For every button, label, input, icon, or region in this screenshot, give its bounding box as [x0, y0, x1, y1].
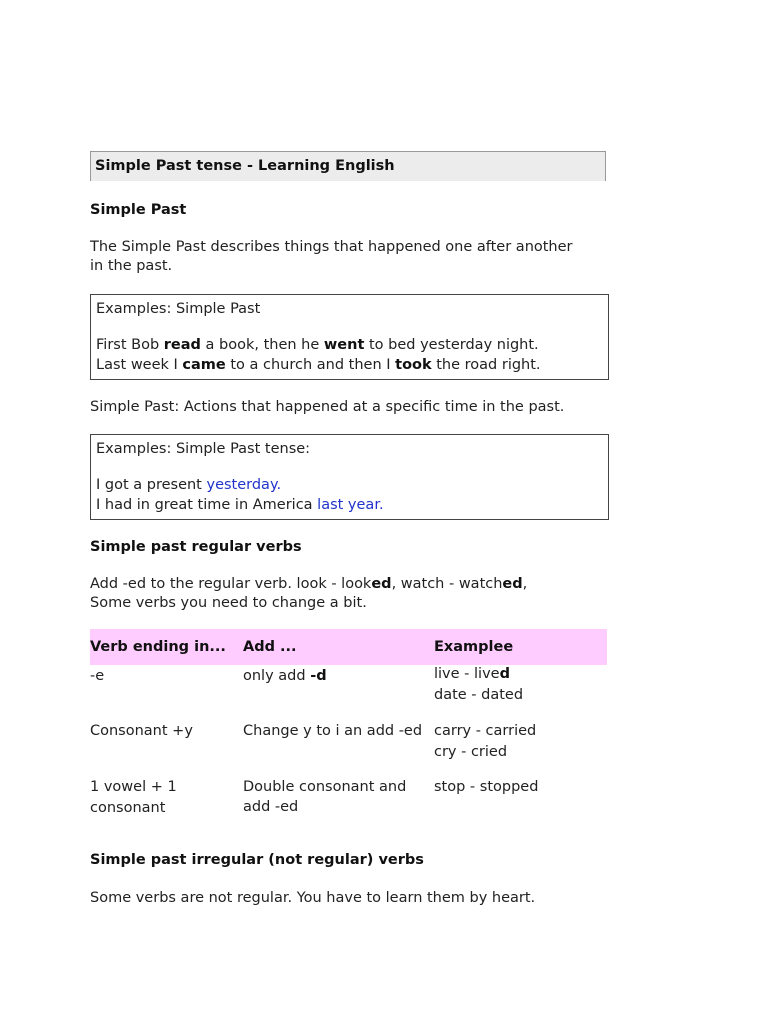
verb-table-header [90, 629, 607, 665]
regular-verbs-text [90, 575, 527, 613]
table-cell-example: live - lived date - dated [434, 666, 524, 703]
example-sentence-3: I got a present yesterday. [96, 477, 282, 493]
regular-verbs-heading: Simple past regular verbs [90, 539, 302, 555]
column-header-add: Add ... [243, 639, 297, 655]
examples-box-simple-past-tense [90, 434, 609, 520]
table-cell-add: Change y to i an add -ed [243, 723, 423, 739]
table-cell-ending: -e [90, 668, 105, 684]
regular-verbs-line-2: Some verbs you need to change a bit. [90, 595, 367, 611]
document-title: Simple Past tense - Learning English [95, 158, 395, 174]
simple-past-heading: Simple Past [90, 202, 187, 218]
table-cell-add: Double consonant and add -ed [243, 779, 407, 815]
table-cell-example: carry - carried cry - cried [434, 723, 537, 760]
irregular-verbs-heading: Simple past irregular (not regular) verbs [90, 852, 424, 868]
document-title-bar [90, 151, 606, 181]
column-header-example: Examplee [434, 639, 514, 655]
example-sentence-2: Last week I came to a church and then I took the road right. [96, 357, 541, 373]
example-sentence-4: I had in great time in America last year. [96, 497, 384, 513]
intro-line-2: in the past. [90, 258, 173, 274]
specific-time-text: Simple Past: Actions that happened at a specific time in the past. [90, 399, 565, 415]
regular-verbs-line-1: Add -ed to the regular verb. look - looked, watch - watched, [90, 576, 528, 592]
examples-box-label: Examples: Simple Past tense: [96, 441, 311, 457]
examples-box-label: Examples: Simple Past [96, 301, 261, 317]
example-sentence-1: First Bob read a book, then he went to bed yesterday night. [96, 337, 539, 353]
simple-past-intro [90, 238, 573, 276]
table-cell-add: only add -d [243, 668, 327, 684]
table-cell-ending: Consonant +y [90, 723, 193, 739]
examples-box-simple-past [90, 294, 609, 380]
table-cell-ending: 1 vowel + 1 consonant [90, 779, 177, 816]
intro-line-1: The Simple Past describes things that happened one after another [90, 239, 573, 255]
table-cell-example: stop - stopped [434, 779, 539, 795]
column-header-ending: Verb ending in... [90, 639, 226, 655]
irregular-verbs-text: Some verbs are not regular. You have to learn them by heart. [90, 890, 536, 906]
